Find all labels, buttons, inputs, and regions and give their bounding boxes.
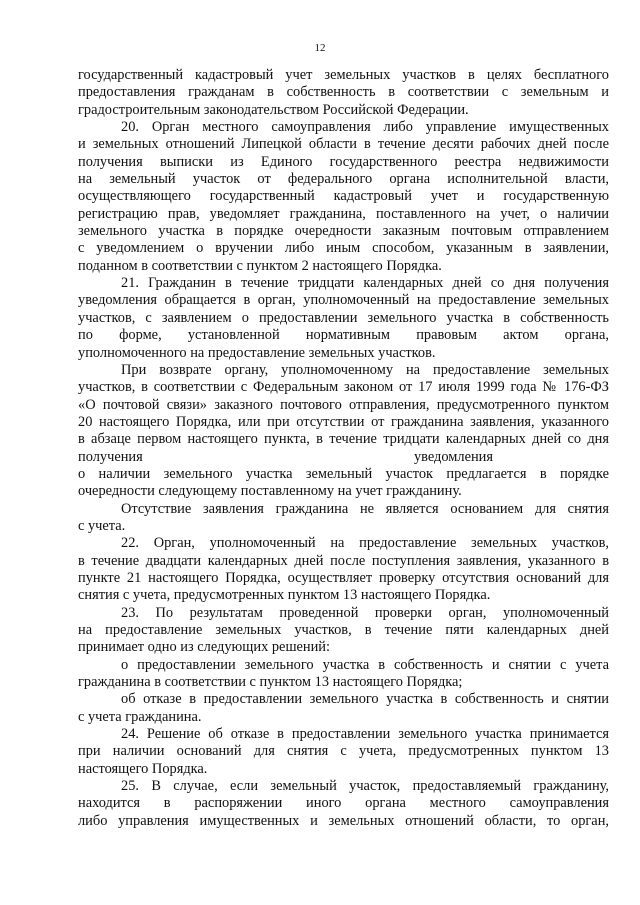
text-line: 25. В случае, если земельный участок, предоставляемый гражданину, [121, 778, 609, 795]
text-line: о наличии земельного участка земельный участок предлагается в порядке [78, 465, 609, 482]
text-line: 22. Орган, уполномоченный на предоставление земельных участков, [121, 535, 609, 552]
text-line: 20. Орган местного самоуправления либо управление имущественных [121, 119, 609, 136]
text-line: на земельный участок от федерального органа исполнительной власти, [78, 171, 609, 188]
text-line: регистрацию прав, уведомляет гражданина, поставленного на учет, о наличии [78, 205, 609, 222]
text-line: снятия с учета, предусмотренных пунктом 13 настоящего Порядка. [78, 587, 491, 604]
text-line: и земельных отношений Липецкой области в течение десяти рабочих дней после [78, 136, 609, 153]
text-line: в абзаце первом настоящего пункта, в течение тридцати календарных дней со дня [78, 431, 609, 448]
text-line: с уведомлением о вручении либо иным способом, указанным в заявлении, [78, 240, 609, 257]
text-line: 21. Гражданин в течение тридцати календарных дней со дня получения [121, 275, 609, 292]
paragraph-21-absence [78, 501, 609, 536]
text-line: градостроительным законодательством Российской Федерации. [78, 101, 469, 118]
text-line: находится в распоряжении иного органа местного самоуправления [78, 795, 609, 812]
text-line: «О почтовой связи» заказного почтового отправления, предусмотренного пунктом [78, 396, 609, 413]
text-line: очередности следующему поставленному на учет гражданину. [78, 483, 462, 500]
text-line: 24. Решение об отказе в предоставлении земельного участка принимается [121, 726, 609, 743]
text-line: При возврате органу, уполномоченному на предоставление земельных [121, 361, 609, 378]
paragraph-continuation [78, 67, 609, 119]
text-line: 20 настоящего Порядка, или при отсутствии от гражданина заявления, указанного [78, 413, 609, 430]
page-number: 12 [314, 42, 326, 54]
text-line: Отсутствие заявления гражданина не является основанием для снятия [121, 500, 609, 517]
text-line: участков, в соответствии с Федеральным законом от 17 июля 1999 года № 176-ФЗ [78, 379, 609, 396]
text-line: получения выписки из Единого государственного реестра недвижимости [78, 153, 609, 170]
paragraph-24 [78, 726, 609, 778]
text-line: принимает одно из следующих решений: [78, 639, 331, 656]
text-line: гражданина в соответствии с пунктом 13 настоящего Порядка; [78, 674, 463, 691]
paragraph-25 [78, 778, 609, 830]
text-line: уведомления обращается в орган, уполномоченный на предоставление земельных [78, 292, 609, 309]
document-body [78, 67, 609, 830]
paragraph-23 [78, 605, 609, 657]
text-line: государственный кадастровый учет земельных участков в целях бесплатного [78, 67, 609, 83]
paragraph-21 [78, 275, 609, 362]
text-line: об отказе в предоставлении земельного участка в собственность и снятии [121, 691, 609, 708]
text-line: настоящего Порядка. [78, 760, 208, 777]
paragraph-21-return [78, 362, 609, 501]
text-line: либо управления имущественных и земельных отношений области, то орган, [78, 812, 609, 829]
text-line: по форме, установленной нормативным правовым актом органа, [78, 327, 609, 344]
text-line: с учета гражданина. [78, 708, 202, 725]
text-line: 23. По результатам проведенной проверки орган, уполномоченный [121, 604, 609, 621]
text-line: о предоставлении земельного участка в собственность и снятии с учета [121, 656, 609, 673]
text-line: на предоставление земельных участков, в течение пяти календарных дней [78, 622, 609, 638]
text-line: пункте 21 настоящего Порядка, осуществляет проверку отсутствия оснований для [78, 569, 609, 586]
text-line: при наличии оснований для снятия с учета, предусмотренных пунктом 13 [78, 743, 609, 760]
text-line: земельного участка в порядке очередности заказным почтовым отправлением [78, 223, 609, 240]
paragraph-23-option-2 [78, 691, 609, 726]
paragraph-23-option-1 [78, 657, 609, 692]
text-line: участков, с заявлением о предоставлении земельного участка в собственность [78, 309, 609, 326]
text-line: осуществляющего государственный кадастровый учет и государственную [78, 188, 609, 205]
text-line: уполномоченного на предоставление земельных участков. [78, 344, 436, 361]
text-line: в течение двадцати календарных дней после поступления заявления, указанного в [78, 552, 609, 569]
text-line: получения уведомления [78, 448, 493, 465]
paragraph-22 [78, 535, 609, 604]
text-line: с учета. [78, 517, 126, 534]
text-line: поданном в соответствии с пунктом 2 настоящего Порядка. [78, 257, 442, 274]
text-line: предоставления гражданам в собственность в соответствии с земельным и [78, 84, 609, 101]
paragraph-20 [78, 119, 609, 275]
